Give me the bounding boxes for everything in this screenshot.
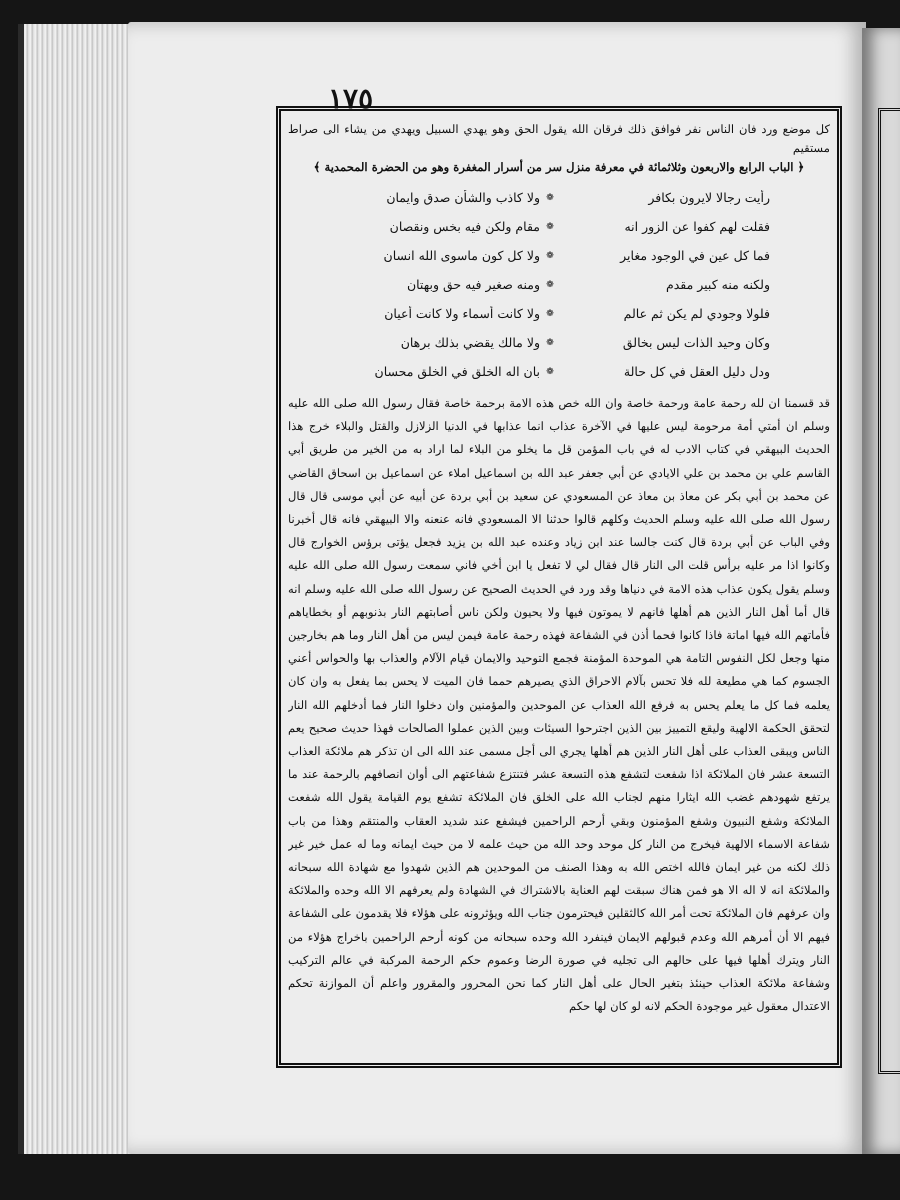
verse-separator-icon: ❁ xyxy=(546,279,554,290)
verse-first-hemistich: فلولا وجودي لم يكن ثم عالم xyxy=(623,306,770,321)
verse-first-hemistich: فما كل عين في الوجود مغاير xyxy=(620,248,770,263)
verse-second-hemistich: بان اله الخلق في الخلق محسان xyxy=(374,364,540,379)
verse-row xyxy=(288,299,830,328)
verse-second-hemistich: ولا كاذب والشأن صدق وايمان xyxy=(386,190,540,205)
verse-first-hemistich: رأيت رجالا لايرون بكافر xyxy=(648,190,770,205)
verse-row xyxy=(288,270,830,299)
verse-row xyxy=(288,241,830,270)
verse-separator-icon: ❁ xyxy=(546,337,554,348)
verse-second-hemistich: ولا كل كون ماسوى الله انسان xyxy=(383,248,540,263)
right-page-frame xyxy=(878,108,900,1074)
verse-separator-icon: ❁ xyxy=(546,250,554,261)
verse-first-hemistich: ولكنه منه كبير مقدم xyxy=(665,277,770,292)
verse-row xyxy=(288,328,830,357)
verse-separator-icon: ❁ xyxy=(546,366,554,377)
verse-separator-icon: ❁ xyxy=(546,308,554,319)
verse-row xyxy=(288,357,830,386)
body-paragraph: قد قسمنا ان لله رحمة عامة ورحمة خاصة وان الله خص هذه الامة برحمة خاصة فقال رسول الله صلى الله عليه وسلم ان أمتي أمة مرحومة ليس عليها في الآخرة عذاب انما عذابها في الدنيا الزلازل والقتل والبلاء خرج هذا الحديث البيهقي في كتاب الادب له في باب المؤمن قل ما يخلو من البلاء لما اراد به من الخير من طريق أبي القاسم علي بن محمد بن علي الايادي عن أبي جعفر عبد الله بن اسماعيل املاء عن اسماعيل بن اسحاق القاضي عن محمد بن أبي بكر عن معاذ بن معاذ عن المسعودي عن سعيد بن أبي بردة عن أبيه عن أبي موسى قال قال رسول الله صلى الله عليه وسلم الحديث وكلهم قالوا حدثنا الا المسعودي فانه عنعنه والا البيهقي فانه قال أخبرنا وفي الباب عن أبي بردة قال كنت جالسا عند ابن زياد وعنده عبد الله بن يزيد فجعل يؤتى برؤس الخوارج قال وكانوا اذا مر عليه برأس قلت الى النار قال فقال لي لا تفعل يا ابن أخي فاني سمعت رسول الله صلى الله عليه وسلم يقول يكون عذاب هذه الامة في دنياها وقد ورد في الحديث الصحيح عن رسول الله صلى الله عليه وسلم انه قال أما أهل النار الذين هم أهلها فانهم لا يموتون فيها ولا يحيون ولكن ناس أصابتهم النار بذنوبهم أو بخطاياهم فأماتهم الله فيها اماتة فاذا كانوا فحما أذن في الشفاعة فهذه رحمة عامة فيمن ليس من أهل النار وما هم بخارجين منها وجعل لكل النفوس التامة هي الموحدة المؤمنة فجمع التوحيد والايمان قيام الآلام والعذاب بها والحواس أعني الجسوم كما هي مطيعة لله فلا تحس بآلام الاحراق الذي يصيرهم حمما فان الميت لا يحس بما يفعل به وان كان يعلمه فما كل ما يعلم يحس به فرفع الله العذاب عن الموحدين والمؤمنين وان دخلوا النار فما أدخلهم الله النار لتحقق الحكمة الالهية وليقع التمييز بين الذين اجترحوا السيئات وبين الذين عملوا الصالحات فهذا حديث صحيح يعم الناس ويبقى العذاب على أهل النار الذين هم أهلها يجري الى أجل مسمى عند الله الى ان تذكر هم ملائكة العذاب التسعة عشر فان الملائكة اذا شفعت لتشفع هذه التسعة عشر فتنتزع شفاعتهم الى أوان انصافهم بالرحمة عند ما يرتفع شهودهم غضب الله ايثارا منهم لجناب الله على الخلق فان الملائكة تشفع يوم القيامة يقول الله شفعت الملائكة وشفع النبيون وشفع المؤمنون وبقي أرحم الراحمين فيشفع عند شديد العقاب والمنتقم وهذا من باب شفاعة الاسماء الالهية فيخرج من النار كل موحد وحد الله من حيث علمه لا من حيث ايمانه وما له عمل خير غير ذلك لكنه من غير ايمان فالله اختص الله به وهذا الصنف من الموحدين هم الذين شهدوا مع شهادة الله سبحانه والملائكة انه لا اله الا هو فمن هناك سبقت لهم العناية بالاشتراك في الشهادة ولم يعرفهم الا الله وحده والملائكة وان عرفهم فان الملائكة تحت أمر الله كالثقلين فيحترمون جناب الله ويؤثرونه على هؤلاء فلا يقدمون على الشفاعة فيهم الا أن أمرهم الله وعدم قبولهم الايمان فينفرد الله وحده سبحانه من كونه أرحم الراحمين باخراج هؤلاء من النار ويترك أهلها فيها على حالهم الى تجليه في صورة الرضا وعموم حكم الرحمة المركبة في عالم التركيب وشفاعة ملائكة العذاب حينئذ بتغير الحال على أهل النار كما نحن المحرور والمقرور واعلم أن الموازنة تحكم الاعتدال معقول غير موجودة الحكم لانه لو كان لها حكم xyxy=(288,396,830,1014)
verse-second-hemistich: ولا مالك يقضي بذلك برهان xyxy=(400,335,540,350)
poem-verses xyxy=(288,183,830,386)
verse-separator-icon: ❁ xyxy=(546,192,554,203)
verse-first-hemistich: فقلت لهم كفوا عن الزور انه xyxy=(624,219,770,234)
verse-second-hemistich: ومنه صغير فيه حق وبهتان xyxy=(406,277,540,292)
verse-first-hemistich: ودل دليل العقل في كل حالة xyxy=(623,364,770,379)
text-block xyxy=(288,120,830,1060)
page-number: ١٧٥ xyxy=(328,82,374,115)
page-edges-stack xyxy=(18,24,142,1154)
verse-first-hemistich: وكان وحيد الذات ليس بخالق xyxy=(622,335,770,350)
verse-separator-icon: ❁ xyxy=(546,221,554,232)
chapter-heading: ﴿ الباب الرابع والاربعون وثلاثمائة في معرفة منزل سر من أسرار المغفرة وهو من الحضرة المحمدية ﴾ xyxy=(313,160,805,174)
verse-row xyxy=(288,183,830,212)
verse-second-hemistich: مقام ولكن فيه بخس ونقصان xyxy=(389,219,540,234)
verse-row xyxy=(288,212,830,241)
intro-line: كل موضع ورد فان الناس نفر فوافق ذلك فرقان الله يقول الحق وهو يهدي السبيل ويهدي من يشاء الى صراط مستقيم xyxy=(288,122,830,155)
verse-second-hemistich: ولا كانت أسماء ولا كانت أعيان xyxy=(384,306,540,321)
